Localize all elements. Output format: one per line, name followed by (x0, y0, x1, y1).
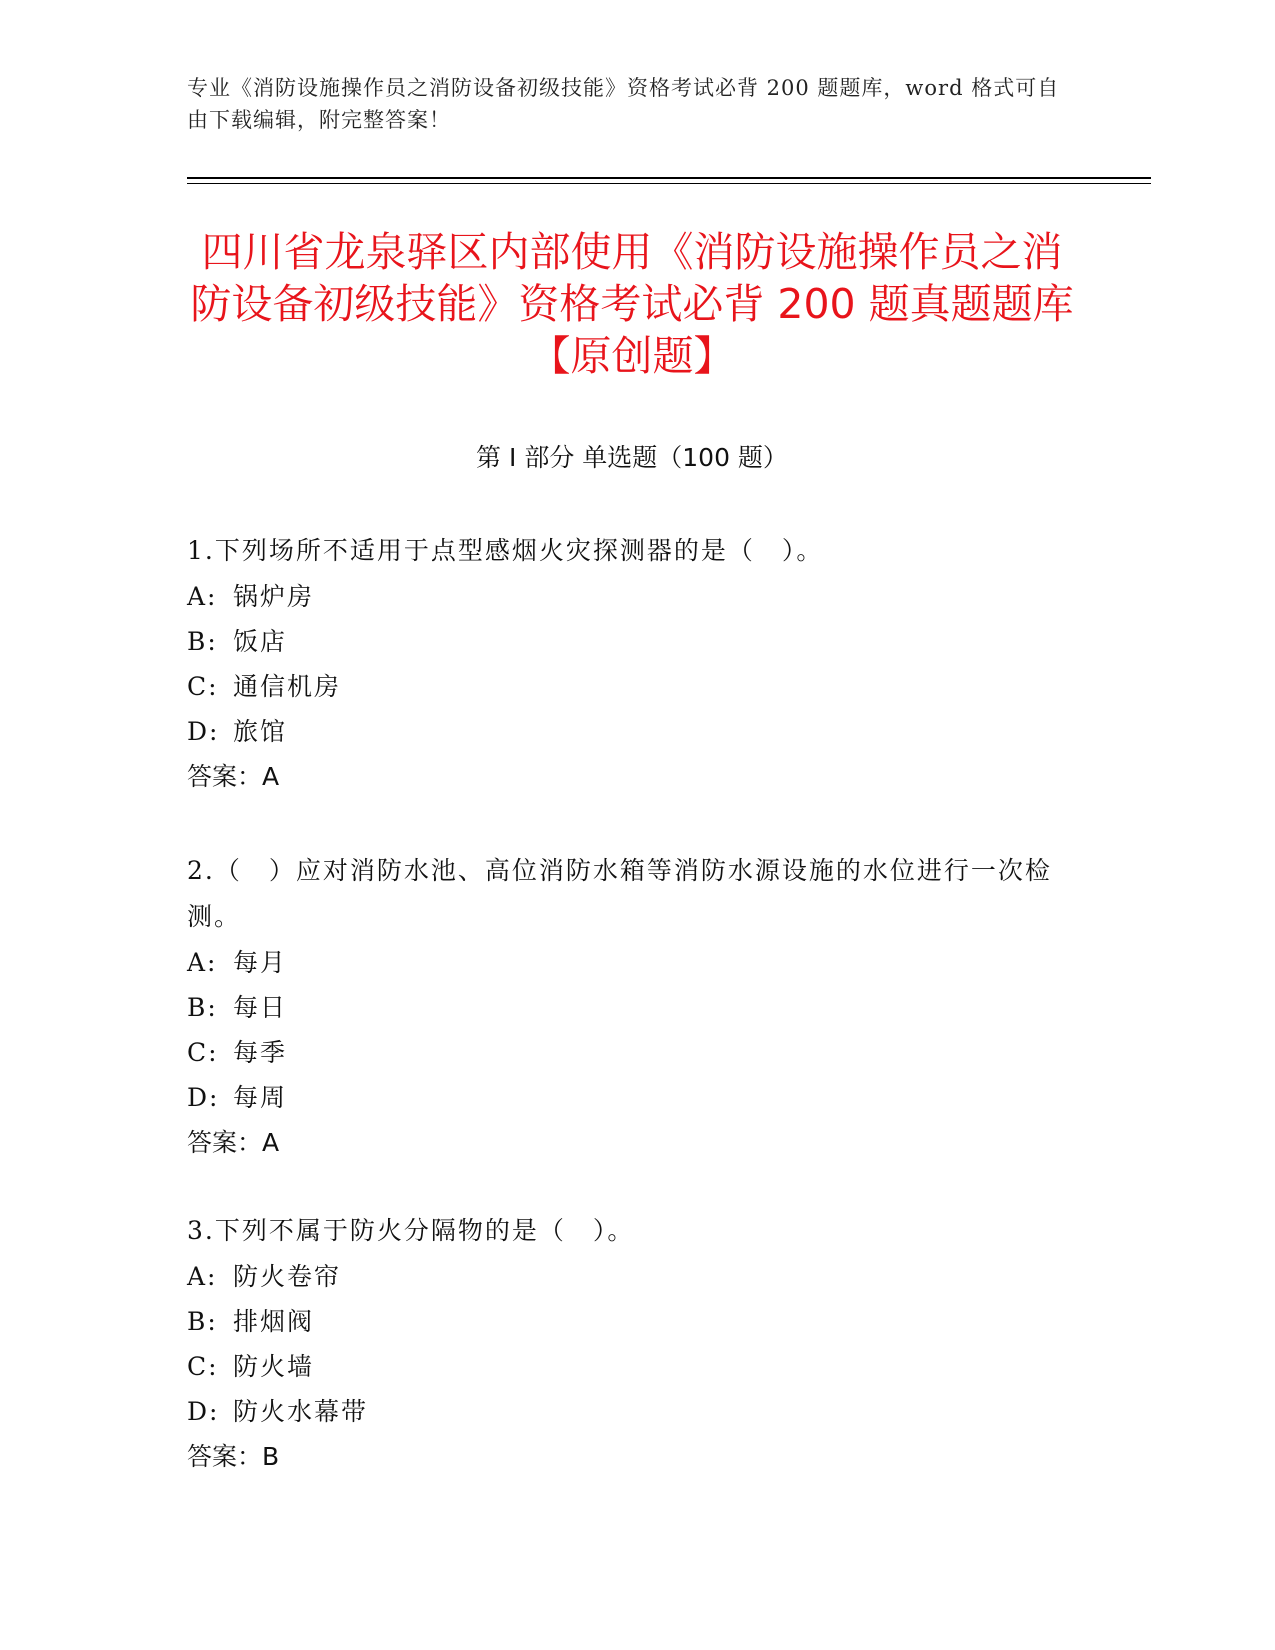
option-text: 锅炉房 (233, 582, 315, 611)
option-letter: A: (187, 1262, 218, 1291)
question-stem: 2.（ ）应对消防水池、高位消防水箱等消防水源设施的水位进行一次检测。 (187, 856, 1052, 931)
option-c (187, 1344, 1067, 1389)
option-a (187, 574, 1067, 619)
answer-line: 答案：A (187, 762, 280, 791)
option-b (187, 619, 1067, 664)
header-note: 专业《消防设施操作员之消防设备初级技能》资格考试必背 200 题题库，word 格式可自由下载编辑，附完整答案！ (187, 76, 1060, 132)
option-text: 饭店 (233, 627, 288, 656)
option-d (187, 709, 1067, 754)
section-heading: 第 I 部分 单选题（100 题） (476, 443, 788, 472)
option-letter: C: (187, 1352, 219, 1381)
option-text: 通信机房 (233, 672, 342, 701)
question-stem: 1.下列场所不适用于点型感烟火灾探测器的是（ ）。 (187, 536, 824, 565)
option-text: 防火水幕带 (233, 1397, 369, 1426)
question-1 (187, 528, 1067, 800)
option-letter: B: (187, 993, 218, 1022)
option-d (187, 1389, 1067, 1434)
question-2 (187, 848, 1067, 1166)
option-text: 每日 (233, 993, 288, 1022)
option-b (187, 1299, 1067, 1344)
header-divider-thick (187, 177, 1151, 179)
option-c (187, 664, 1067, 709)
option-d (187, 1075, 1067, 1120)
option-text: 防火卷帘 (233, 1262, 342, 1291)
question-3 (187, 1208, 1067, 1480)
option-c (187, 1030, 1067, 1075)
option-letter: C: (187, 672, 219, 701)
option-letter: D: (187, 717, 220, 746)
option-text: 每周 (233, 1083, 288, 1112)
option-letter: B: (187, 1307, 218, 1336)
answer-line: 答案：A (187, 1128, 280, 1157)
option-text: 防火墙 (233, 1352, 315, 1381)
option-text: 排烟阀 (233, 1307, 315, 1336)
option-b (187, 985, 1067, 1030)
document-title: 四川省龙泉驿区内部使用《消防设施操作员之消防设备初级技能》资格考试必背 200 题真题题库【原创题】 (190, 228, 1074, 380)
answer-line: 答案：B (187, 1442, 280, 1471)
option-letter: C: (187, 1038, 219, 1067)
header-divider-thin (187, 183, 1151, 184)
option-a (187, 1254, 1067, 1299)
option-text: 每季 (233, 1038, 288, 1067)
option-letter: D: (187, 1397, 220, 1426)
option-text: 每月 (233, 948, 288, 977)
option-letter: B: (187, 627, 218, 656)
option-letter: D: (187, 1083, 220, 1112)
option-text: 旅馆 (233, 717, 288, 746)
option-a (187, 940, 1067, 985)
option-letter: A: (187, 948, 218, 977)
option-letter: A: (187, 582, 218, 611)
question-stem: 3.下列不属于防火分隔物的是（ ）。 (187, 1216, 635, 1245)
